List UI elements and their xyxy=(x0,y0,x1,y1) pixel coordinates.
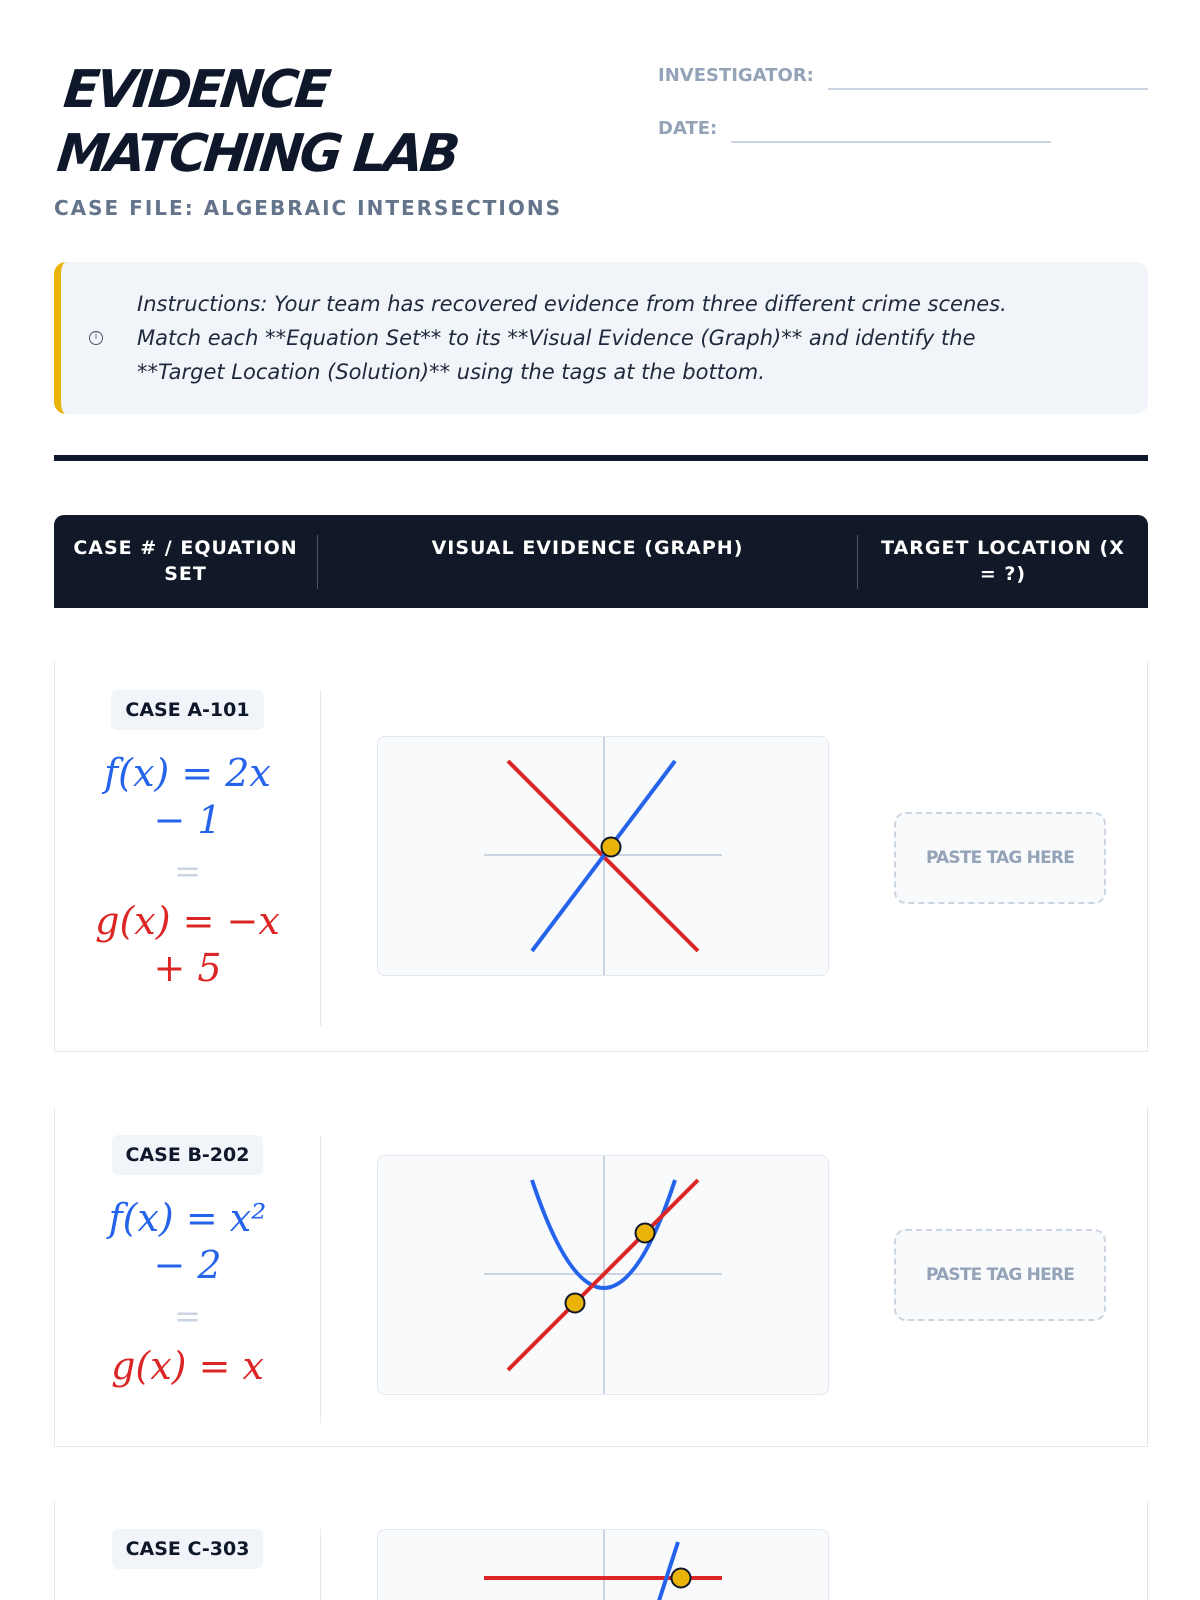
paste-tag-dropzone[interactable]: PASTE TAG HERE xyxy=(894,1229,1106,1321)
equation-set xyxy=(55,690,321,1026)
case-row-a xyxy=(54,662,1148,1052)
meta-fields xyxy=(658,58,1148,164)
graph-c-svg xyxy=(378,1530,829,1600)
header-case-equation: CASE # / EQUATION SET xyxy=(54,535,318,589)
instructions-box xyxy=(54,262,1148,414)
equation-g xyxy=(55,898,320,992)
graph-b-svg xyxy=(378,1156,829,1395)
date-field[interactable] xyxy=(731,141,1051,143)
title-line-1: EVIDENCE xyxy=(60,60,331,120)
equation-g xyxy=(55,1343,320,1390)
case-badge: CASE A-101 xyxy=(111,690,263,730)
equation-set xyxy=(55,1529,321,1600)
instructions-text: Instructions: Your team has recovered evidence from three different crime scenes. Match each **Equation Set** to its **Visual Evidence (Graph)** and identify the **Target Location (Solution)** using the tags at the bottom. xyxy=(137,292,1007,384)
info-icon: i xyxy=(89,331,103,345)
investigator-row xyxy=(658,58,1148,94)
intersection-point xyxy=(672,1569,691,1588)
date-label: DATE: xyxy=(658,118,718,139)
equation-set xyxy=(55,1135,321,1423)
title-line-2: MATCHING LAB xyxy=(54,124,460,184)
equation-g-line2: + 5 xyxy=(153,946,222,990)
case-badge: CASE B-202 xyxy=(112,1135,264,1175)
investigator-field[interactable] xyxy=(828,88,1148,90)
intersection-point-1 xyxy=(566,1294,585,1313)
graph-c xyxy=(377,1529,829,1600)
equation-separator: = xyxy=(174,852,201,890)
equation-f xyxy=(55,750,320,844)
case-file-subtitle: CASE FILE: ALGEBRAIC INTERSECTIONS xyxy=(54,196,563,220)
paste-tag-dropzone[interactable]: PASTE TAG HERE xyxy=(894,812,1106,904)
header-visual-evidence: VISUAL EVIDENCE (GRAPH) xyxy=(318,535,858,589)
equation-g-line1: g(x) = −x xyxy=(95,899,280,943)
equation-f xyxy=(55,1195,320,1289)
header-target-location: TARGET LOCATION (X = ?) xyxy=(881,536,1125,585)
equation-f-line2: − 1 xyxy=(153,798,222,842)
case-row-b xyxy=(54,1107,1148,1447)
equation-separator: = xyxy=(174,1297,201,1335)
section-divider xyxy=(54,455,1148,461)
equation-g-line1: g(x) = x xyxy=(111,1344,264,1388)
graph-a-svg xyxy=(378,737,829,976)
intersection-point-2 xyxy=(636,1224,655,1243)
investigator-label: INVESTIGATOR: xyxy=(658,65,814,86)
equation-f-line1: f(x) = 2x xyxy=(104,751,271,795)
intersection-point xyxy=(602,838,621,857)
graph-b xyxy=(377,1155,829,1395)
case-row-c xyxy=(54,1501,1148,1600)
table-header xyxy=(54,515,1148,608)
equation-f-line1: f(x) = x² xyxy=(108,1196,267,1240)
graph-a xyxy=(377,736,829,976)
equation-f-line2: − 2 xyxy=(153,1243,222,1287)
case-badge: CASE C-303 xyxy=(112,1529,264,1569)
date-row xyxy=(658,111,1148,147)
